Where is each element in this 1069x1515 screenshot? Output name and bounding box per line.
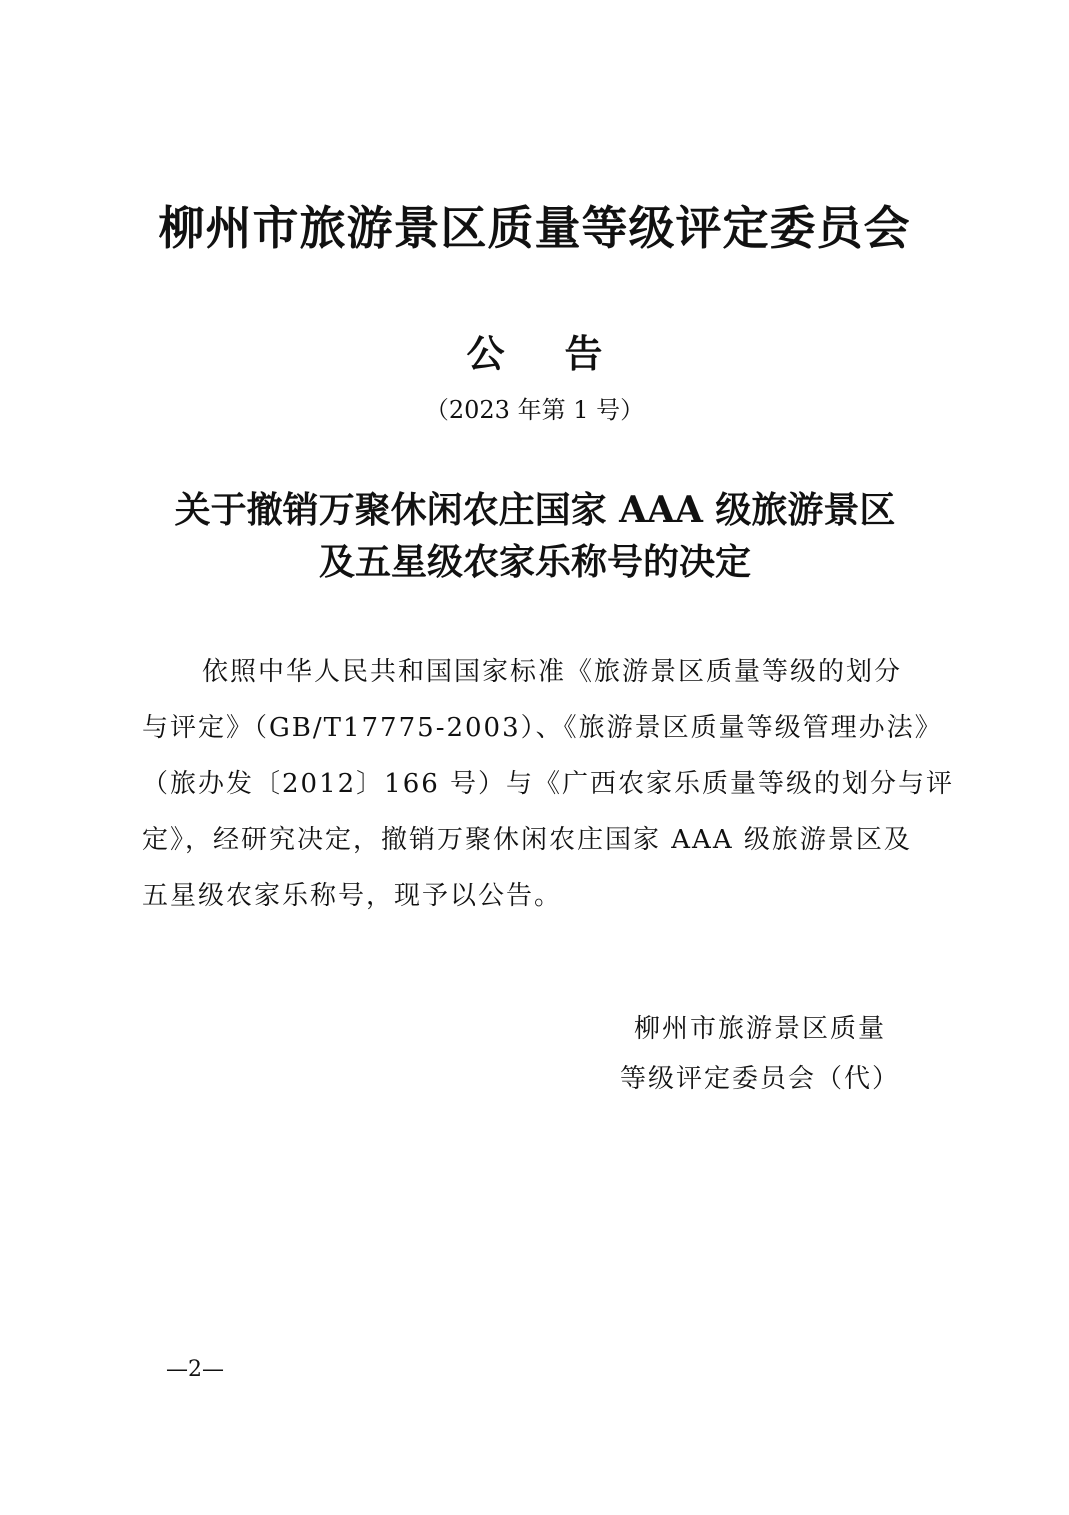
body-line-2: 与评定》（GB/T17775-2003）、《旅游景区质量等级管理办法》 xyxy=(142,713,943,743)
signature-line-2: 等级评定委员会（代） xyxy=(620,1064,901,1094)
page-number: —2— xyxy=(166,1357,224,1382)
decision-title-line-2: 及五星级农家乐称号的决定 xyxy=(318,541,751,583)
signature-block xyxy=(600,1004,920,1104)
body-line-4: 定》，经研究决定，撤销万聚休闲农庄国家 AAA 级旅游景区及 xyxy=(142,825,912,855)
decision-title xyxy=(140,484,930,588)
notice-label: 公告 xyxy=(466,332,663,376)
decision-title-line-1: 关于撤销万聚休闲农庄国家 AAA 级旅游景区 xyxy=(174,489,896,531)
notice-number: （2023 年第 1 号） xyxy=(424,396,645,424)
signature-line-1: 柳州市旅游景区质量 xyxy=(634,1014,887,1044)
body-line-5: 五星级农家乐称号，现予以公告。 xyxy=(142,881,563,911)
body-line-1: 依照中华人民共和国国家标准《旅游景区质量等级的划分 xyxy=(202,657,903,687)
body-line-3: （旅办发〔2012〕166 号）与《广西农家乐质量等级的划分与评 xyxy=(142,769,955,799)
organization-title: 柳州市旅游景区质量等级评定委员会 xyxy=(158,201,911,255)
body-paragraph xyxy=(142,644,955,924)
